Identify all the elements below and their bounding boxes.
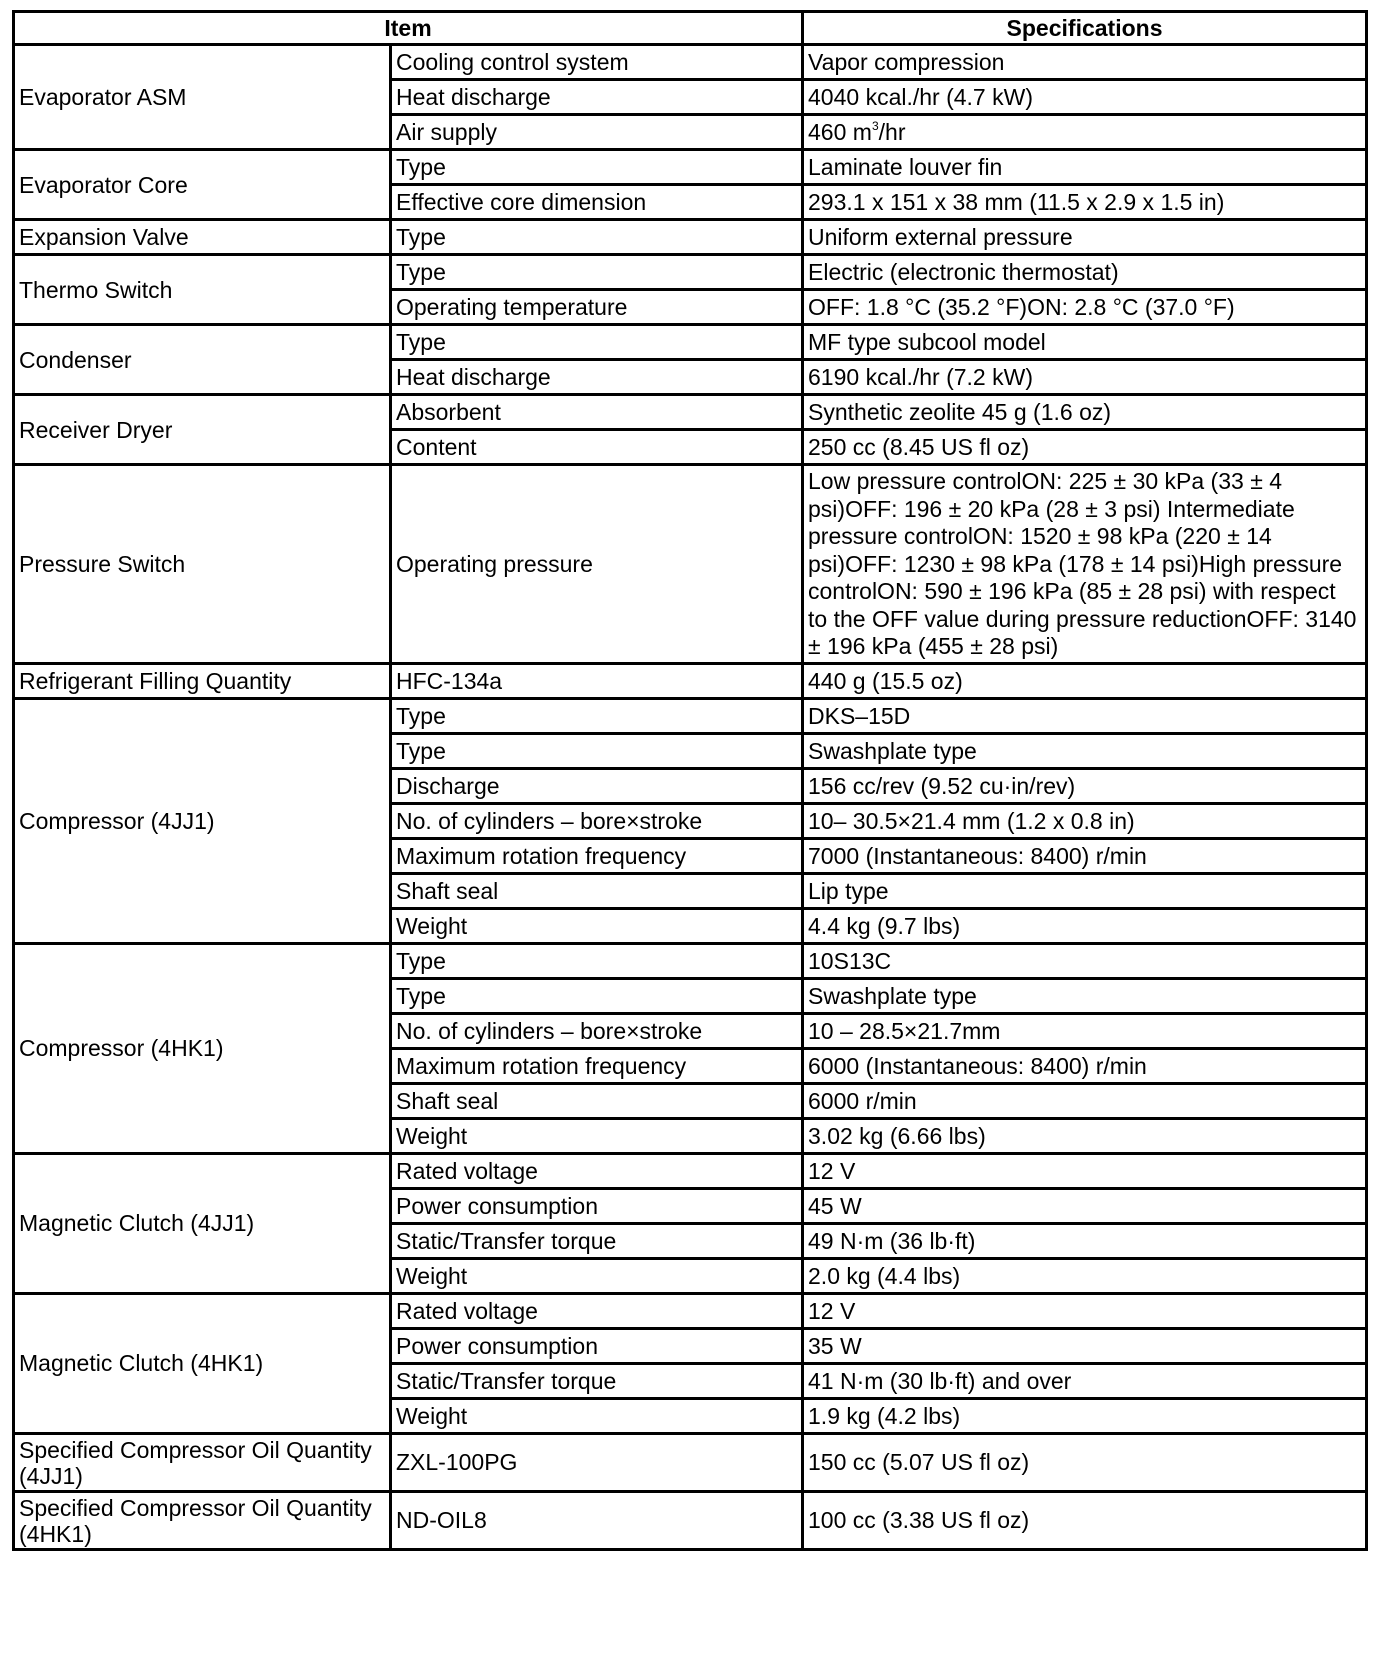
- row-label: Type: [391, 978, 803, 1013]
- row-label: Shaft seal: [391, 1083, 803, 1118]
- group-name: Receiver Dryer: [14, 395, 391, 465]
- specifications-table: [12, 10, 1368, 1551]
- row-value: 440 g (15.5 oz): [803, 663, 1367, 698]
- row-label: ZXL-100PG: [391, 1433, 803, 1491]
- row-value: 10– 30.5×21.4 mm (1.2 x 0.8 in): [803, 803, 1367, 838]
- row-label: Rated voltage: [391, 1153, 803, 1188]
- row-value: 150 cc (5.07 US fl oz): [803, 1433, 1367, 1491]
- row-value: MF type subcool model: [803, 325, 1367, 360]
- row-label: Content: [391, 430, 803, 465]
- row-value: 45 W: [803, 1188, 1367, 1223]
- group-name: Compressor (4JJ1): [14, 698, 391, 943]
- row-label: Discharge: [391, 768, 803, 803]
- row-label: Static/Transfer torque: [391, 1223, 803, 1258]
- row-value: Electric (electronic thermostat): [803, 255, 1367, 290]
- group-name: Expansion Valve: [14, 220, 391, 255]
- row-value: DKS–15D: [803, 698, 1367, 733]
- table-row: [14, 150, 1367, 185]
- row-value: 35 W: [803, 1328, 1367, 1363]
- table-row: [14, 465, 1367, 664]
- row-label: Type: [391, 220, 803, 255]
- row-label: Type: [391, 698, 803, 733]
- group-name: Magnetic Clutch (4HK1): [14, 1293, 391, 1433]
- table-row: [14, 1293, 1367, 1328]
- header-item: Item: [14, 12, 803, 45]
- group-name: Evaporator Core: [14, 150, 391, 220]
- row-label: No. of cylinders – bore×stroke: [391, 1013, 803, 1048]
- row-label: Power consumption: [391, 1328, 803, 1363]
- table-row: [14, 698, 1367, 733]
- row-value: Lip type: [803, 873, 1367, 908]
- row-value: 4040 kcal./hr (4.7 kW): [803, 80, 1367, 115]
- row-label: Effective core dimension: [391, 185, 803, 220]
- group-name: Evaporator ASM: [14, 45, 391, 150]
- row-value: 12 V: [803, 1153, 1367, 1188]
- row-label: Type: [391, 325, 803, 360]
- row-value: Swashplate type: [803, 978, 1367, 1013]
- group-name: Specified Compressor Oil Quantity (4HK1): [14, 1491, 391, 1549]
- group-name: Pressure Switch: [14, 465, 391, 664]
- row-label: Cooling control system: [391, 45, 803, 80]
- group-name: Thermo Switch: [14, 255, 391, 325]
- row-value: 1.9 kg (4.2 lbs): [803, 1398, 1367, 1433]
- group-name: Specified Compressor Oil Quantity (4JJ1): [14, 1433, 391, 1491]
- row-label: HFC-134a: [391, 663, 803, 698]
- row-value: 6190 kcal./hr (7.2 kW): [803, 360, 1367, 395]
- row-label: Maximum rotation frequency: [391, 1048, 803, 1083]
- row-label: Heat discharge: [391, 360, 803, 395]
- row-value: Uniform external pressure: [803, 220, 1367, 255]
- row-value: OFF: 1.8 °C (35.2 °F)ON: 2.8 °C (37.0 °F): [803, 290, 1367, 325]
- row-value: Vapor compression: [803, 45, 1367, 80]
- header-specifications: Specifications: [803, 12, 1367, 45]
- row-label: Weight: [391, 908, 803, 943]
- group-name: Compressor (4HK1): [14, 943, 391, 1153]
- table-row: [14, 1491, 1367, 1549]
- row-label: Absorbent: [391, 395, 803, 430]
- row-label: Heat discharge: [391, 80, 803, 115]
- row-label: Type: [391, 150, 803, 185]
- row-label: Rated voltage: [391, 1293, 803, 1328]
- row-value: 3.02 kg (6.66 lbs): [803, 1118, 1367, 1153]
- header-row: [14, 12, 1367, 45]
- row-label: Air supply: [391, 115, 803, 150]
- row-value: 4.4 kg (9.7 lbs): [803, 908, 1367, 943]
- group-name: Condenser: [14, 325, 391, 395]
- row-value: Low pressure controlON: 225 ± 30 kPa (33 ± 4 psi)OFF: 196 ± 20 kPa (28 ± 3 psi) Intermediate pressure controlON: 1520 ± 98 kPa (220 ± 14 psi)OFF: 1230 ± 98 kPa (178 ± 14 psi)High pressure controlON: 590 ± 196 kPa (85 ± 28 psi) with respect to the OFF value during pressure reductionOFF: 3140 ± 196 kPa (455 ± 28 psi): [803, 465, 1367, 664]
- table-row: [14, 943, 1367, 978]
- group-name: Refrigerant Filling Quantity: [14, 663, 391, 698]
- row-label: No. of cylinders – bore×stroke: [391, 803, 803, 838]
- row-value: 250 cc (8.45 US fl oz): [803, 430, 1367, 465]
- table-row: [14, 220, 1367, 255]
- row-label: Type: [391, 733, 803, 768]
- row-label: Maximum rotation frequency: [391, 838, 803, 873]
- row-label: Shaft seal: [391, 873, 803, 908]
- row-label: Type: [391, 943, 803, 978]
- row-label: Weight: [391, 1118, 803, 1153]
- row-label: Weight: [391, 1398, 803, 1433]
- row-value: 41 N·m (30 lb·ft) and over: [803, 1363, 1367, 1398]
- table-row: [14, 255, 1367, 290]
- row-value: 6000 r/min: [803, 1083, 1367, 1118]
- table-row: [14, 663, 1367, 698]
- row-value: 12 V: [803, 1293, 1367, 1328]
- row-value: Swashplate type: [803, 733, 1367, 768]
- row-value: 100 cc (3.38 US fl oz): [803, 1491, 1367, 1549]
- row-label: Operating pressure: [391, 465, 803, 664]
- row-value: [803, 115, 1367, 150]
- row-label: Weight: [391, 1258, 803, 1293]
- row-value: 10 – 28.5×21.7mm: [803, 1013, 1367, 1048]
- row-value: 7000 (Instantaneous: 8400) r/min: [803, 838, 1367, 873]
- table-row: [14, 395, 1367, 430]
- value-superscript: 3: [871, 119, 879, 133]
- row-value: 2.0 kg (4.4 lbs): [803, 1258, 1367, 1293]
- row-value: 293.1 x 151 x 38 mm (11.5 x 2.9 x 1.5 in): [803, 185, 1367, 220]
- row-value: 156 cc/rev (9.52 cu·in/rev): [803, 768, 1367, 803]
- table-row: [14, 1153, 1367, 1188]
- row-label: ND-OIL8: [391, 1491, 803, 1549]
- row-label: Operating temperature: [391, 290, 803, 325]
- row-label: Type: [391, 255, 803, 290]
- row-value: 6000 (Instantaneous: 8400) r/min: [803, 1048, 1367, 1083]
- row-label: Power consumption: [391, 1188, 803, 1223]
- table-row: [14, 325, 1367, 360]
- row-value: Synthetic zeolite 45 g (1.6 oz): [803, 395, 1367, 430]
- value-suffix: /hr: [878, 119, 906, 145]
- table-row: [14, 1433, 1367, 1491]
- row-value: 49 N·m (36 lb·ft): [803, 1223, 1367, 1258]
- row-value: 10S13C: [803, 943, 1367, 978]
- row-value: Laminate louver fin: [803, 150, 1367, 185]
- value-prefix: 460 m: [808, 119, 872, 145]
- group-name: Magnetic Clutch (4JJ1): [14, 1153, 391, 1293]
- row-label: Static/Transfer torque: [391, 1363, 803, 1398]
- table-row: [14, 45, 1367, 80]
